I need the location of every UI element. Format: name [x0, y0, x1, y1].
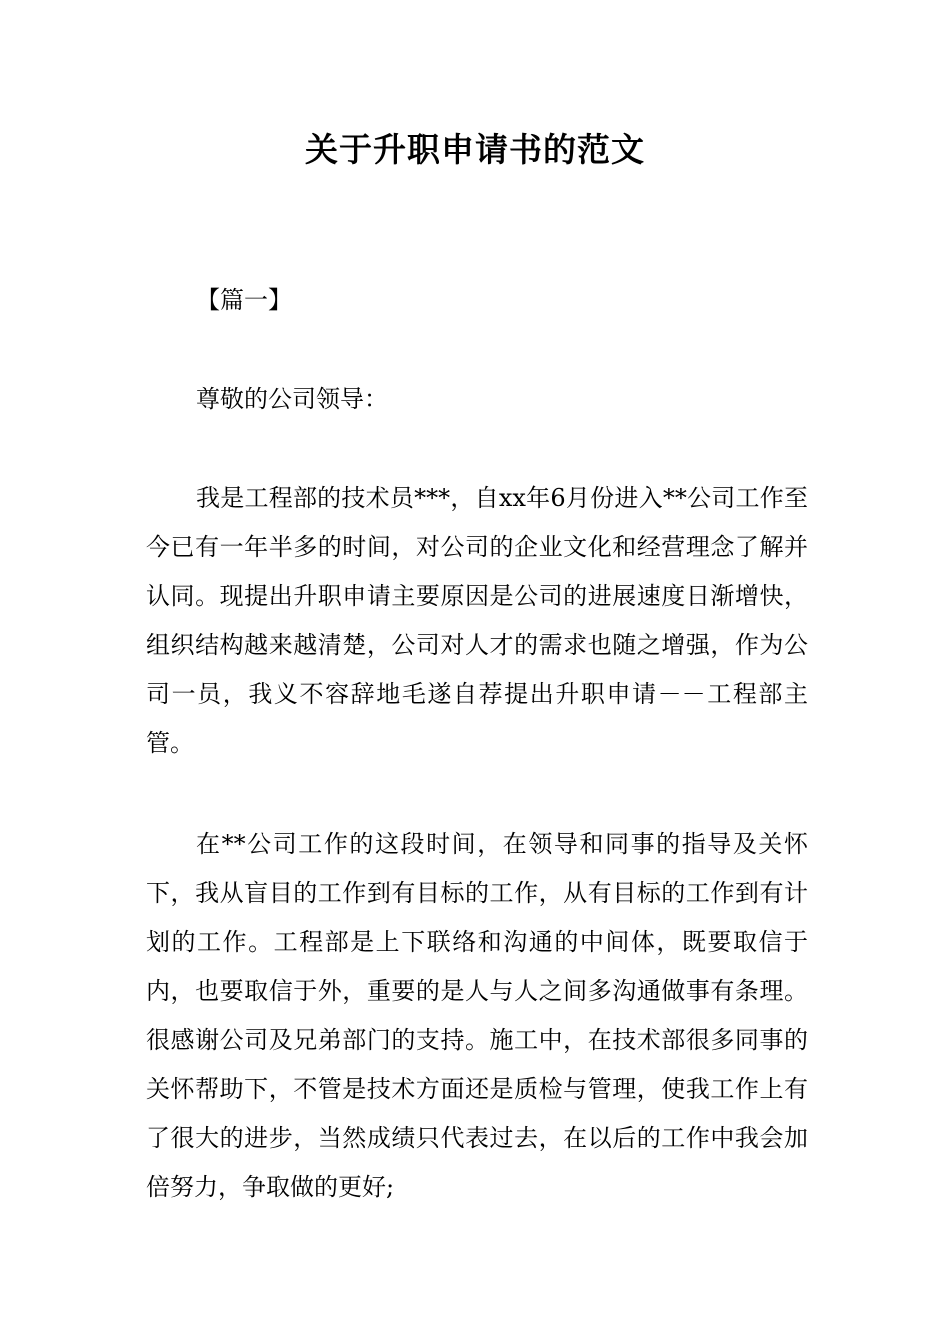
section-label: 【篇一】	[196, 286, 292, 314]
salutation: 尊敬的公司领导：	[196, 385, 388, 413]
document-title: 关于升职申请书的范文	[305, 130, 645, 169]
paragraph-1: 我是工程部的技术员***，自xx年6月份进入**公司工作至今已有一年半多的时间，对公司的企业文化和经营理念了解并认同。现提出升职申请主要原因是公司的进展速度日渐增快，组织结构越来越清楚，公司对人才的需求也随之增强，作为公司一员，我义不容辞地毛遂自荐提出升职申请－－工程部主管。	[146, 484, 808, 757]
paragraph-2: 在**公司工作的这段时间，在领导和同事的指导及关怀下，我从盲目的工作到有目标的工作，从有目标的工作到有计划的工作。工程部是上下联络和沟通的中间体，既要取信于内，也要取信于外，重要的是人与人之间多沟通做事有条理。很感谢公司及兄弟部门的支持。施工中，在技术部很多同事的关怀帮助下，不管是技术方面还是质检与管理，使我工作上有了很大的进步，当然成绩只代表过去，在以后的工作中我会加倍努力，争取做的更好;	[146, 830, 808, 1201]
